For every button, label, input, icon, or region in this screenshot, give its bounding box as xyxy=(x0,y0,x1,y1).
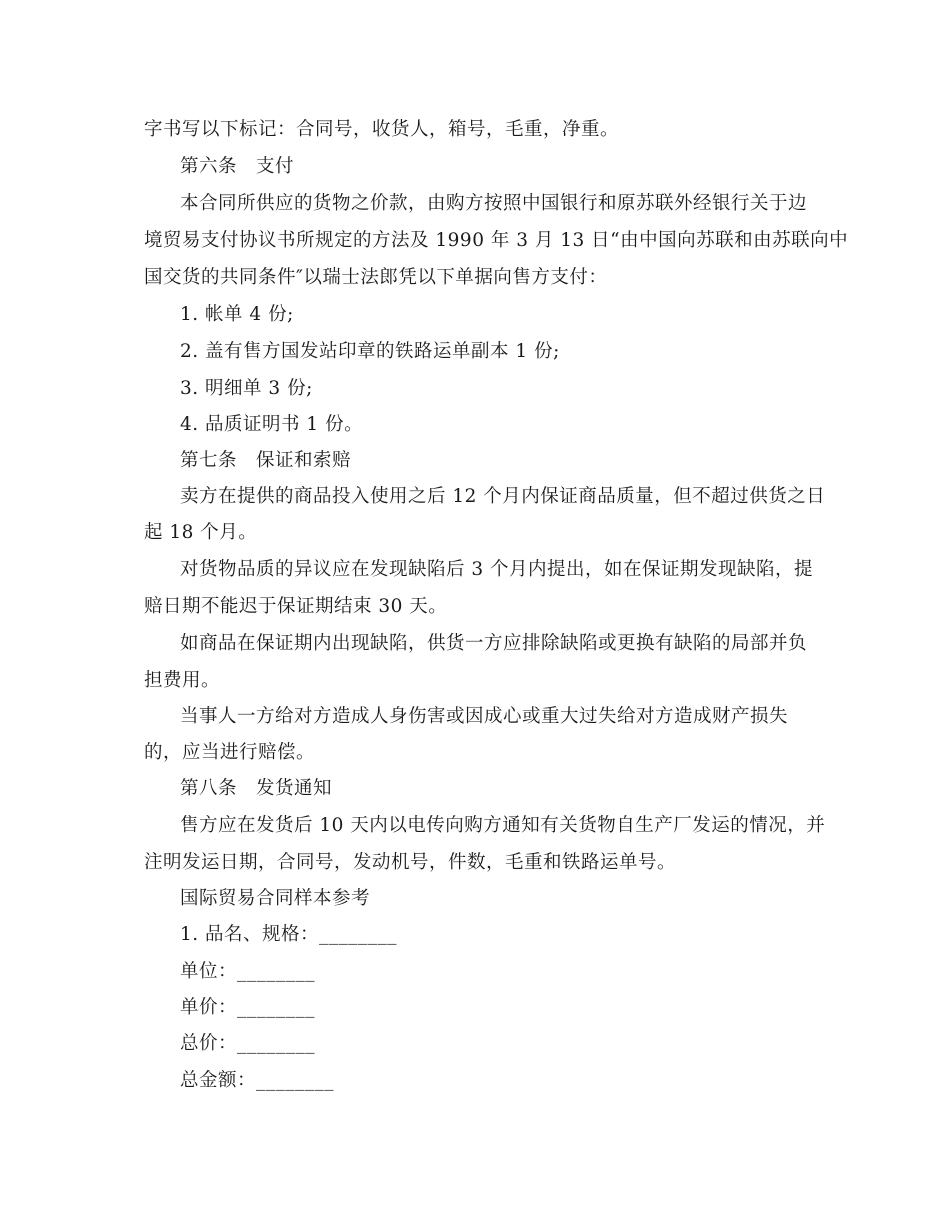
section-heading-article-6: 第六条 支付 xyxy=(180,156,295,177)
text-line: 境贸易支付协议书所规定的方法及 1990 年 3 月 13 日“由中国向苏联和由苏联向中 xyxy=(144,230,849,251)
text-line: 售方应在发货后 10 天内以电传向购方通知有关货物自生产厂发运的情况，并 xyxy=(180,815,826,836)
section-heading-article-8: 第八条 发货通知 xyxy=(180,778,333,799)
section-heading-article-7: 第七条 保证和索赔 xyxy=(180,450,352,471)
form-field-product-name: 1. 品名、规格：________ xyxy=(180,924,398,945)
text-line: 卖方在提供的商品投入使用之后 12 个月内保证商品质量，但不超过供货之日 xyxy=(180,486,826,507)
list-item: 2. 盖有售方国发站印章的铁路运单副本 1 份; xyxy=(180,341,560,362)
text-line: 注明发运日期，合同号，发动机号，件数，毛重和铁路运单号。 xyxy=(144,852,677,873)
text-line: 起 18 个月。 xyxy=(144,522,258,543)
form-field-total-amount: 总金额：________ xyxy=(180,1070,335,1091)
text-line: 对货物品质的异议应在发现缺陷后 3 个月内提出，如在保证期发现缺陷，提 xyxy=(180,559,814,580)
text-line: 当事人一方给对方造成人身伤害或因成心或重大过失给对方造成财产损失 xyxy=(180,706,789,727)
text-line: 国交货的共同条件″以瑞士法郎凭以下单据向售方支付： xyxy=(144,267,608,288)
list-item: 4. 品质证明书 1 份。 xyxy=(180,414,364,435)
text-line: 的，应当进行赔偿。 xyxy=(144,742,316,763)
text-line: 担费用。 xyxy=(144,670,221,691)
form-field-unit-price: 单价：________ xyxy=(180,997,316,1018)
form-field-total-price: 总价：________ xyxy=(180,1033,316,1054)
text-line: 字书写以下标记：合同号，收货人，箱号，毛重，净重。 xyxy=(144,119,620,140)
text-line: 如商品在保证期内出现缺陷，供货一方应排除缺陷或更换有缺陷的局部并负 xyxy=(180,633,808,654)
text-line: 本合同所供应的货物之价款，由购方按照中国银行和原苏联外经银行关于边 xyxy=(180,193,808,214)
list-item: 1. 帐单 4 份; xyxy=(180,304,294,325)
section-heading-sample: 国际贸易合同样本参考 xyxy=(180,888,371,909)
list-item: 3. 明细单 3 份; xyxy=(180,378,313,399)
text-line: 赔日期不能迟于保证期结束 30 天。 xyxy=(144,596,448,617)
form-field-unit: 单位：________ xyxy=(180,961,316,982)
